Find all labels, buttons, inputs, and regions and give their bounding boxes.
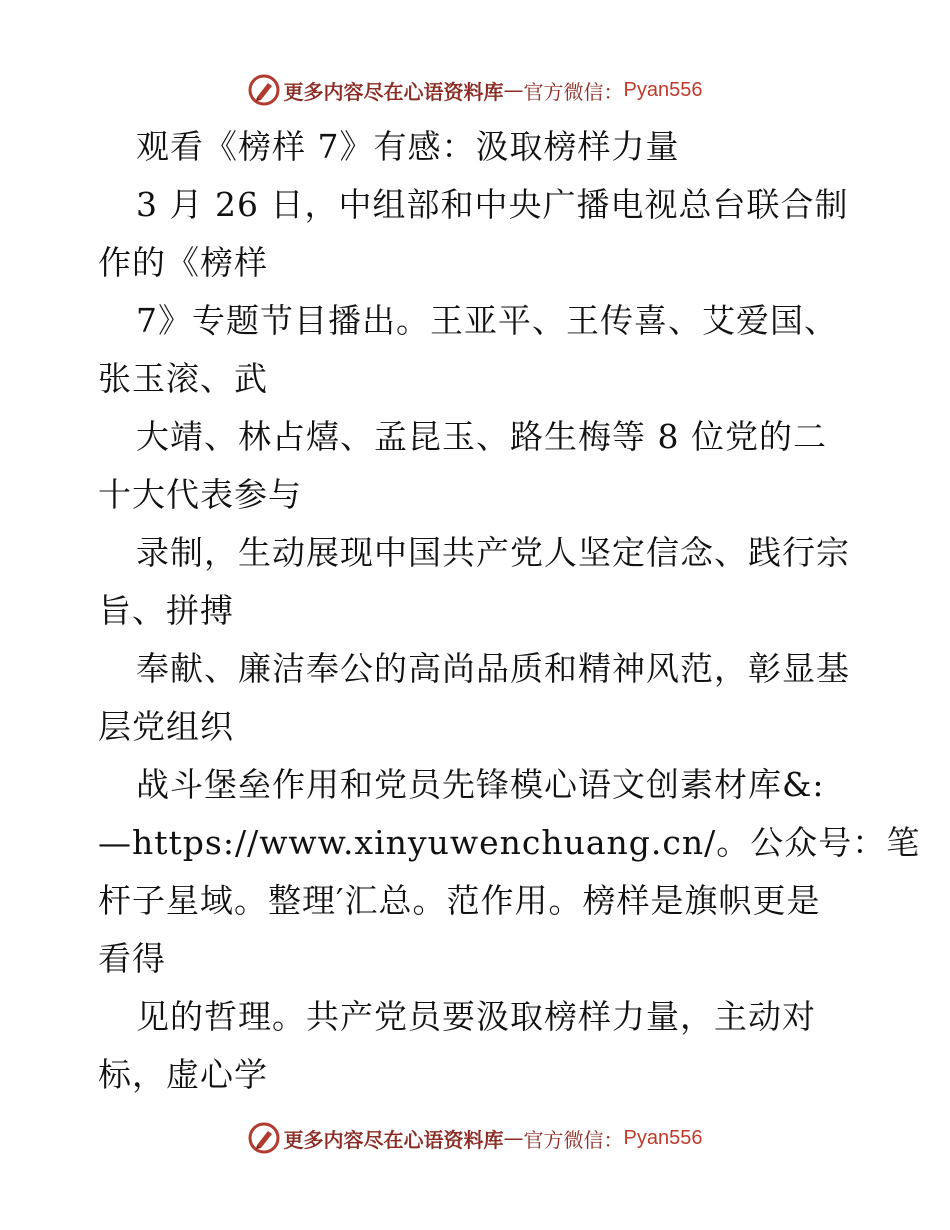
watermark-main-text: 更多内容尽在心语资料库 [283,1127,504,1152]
paragraph-line: 大靖、林占熺、孟昆玉、路生梅等 8 位党的二 [136,417,827,456]
watermark-footer [0,1122,950,1154]
paragraph-line: 标，虚心学 [98,1055,268,1094]
watermark-main-text: 更多内容尽在心语资料库 [283,79,504,104]
paragraph-line: 见的哲理。共产党员要汲取榜样力量，主动对 [136,997,816,1036]
paragraph-line: 看得 [98,939,166,978]
paragraph-line: 旨、拼搏 [98,591,234,630]
paragraph-line: 层党组织 [98,707,234,746]
watermark-separator: — [503,78,524,102]
paragraph-line: 3 月 26 日，中组部和中央广播电视总台联合制 [136,185,849,224]
paragraph-line: 战斗堡垒作用和党员先锋模心语文创素材库&: [136,765,825,804]
document-body [98,118,921,1104]
watermark-sub-text: 官方微信： [523,1127,624,1152]
pen-logo-icon [248,74,280,106]
document-title: 观看《榜样 7》有感：汲取榜样力量 [136,127,680,166]
paragraph-line: 杆子星域。整理′汇总。范作用。榜样是旗帜更是 [98,881,821,920]
paragraph-line: 录制，生动展现中国共产党人坚定信念、践行宗 [136,533,850,572]
watermark-header [0,74,950,106]
paragraph-line: 7》专题节目播出。王亚平、王传喜、艾爱国、 [136,301,838,340]
paragraph-line: 奉献、廉洁奉公的高尚品质和精神风范，彰显基 [136,649,850,688]
watermark-sub-text: 官方微信： [523,79,624,104]
paragraph-line: 作的《榜样 [98,243,268,282]
watermark-wechat-id: Pyan556 [623,78,703,101]
pen-logo-icon [248,1122,280,1154]
paragraph-line: 张玉滚、武 [98,359,268,398]
watermark-wechat-id: Pyan556 [623,1126,703,1149]
paragraph-line: 十大代表参与 [98,475,302,514]
watermark-separator: — [503,1126,524,1150]
paragraph-line: —https://www.xinyuwenchuang.cn/。公众号：笔 [98,823,921,862]
